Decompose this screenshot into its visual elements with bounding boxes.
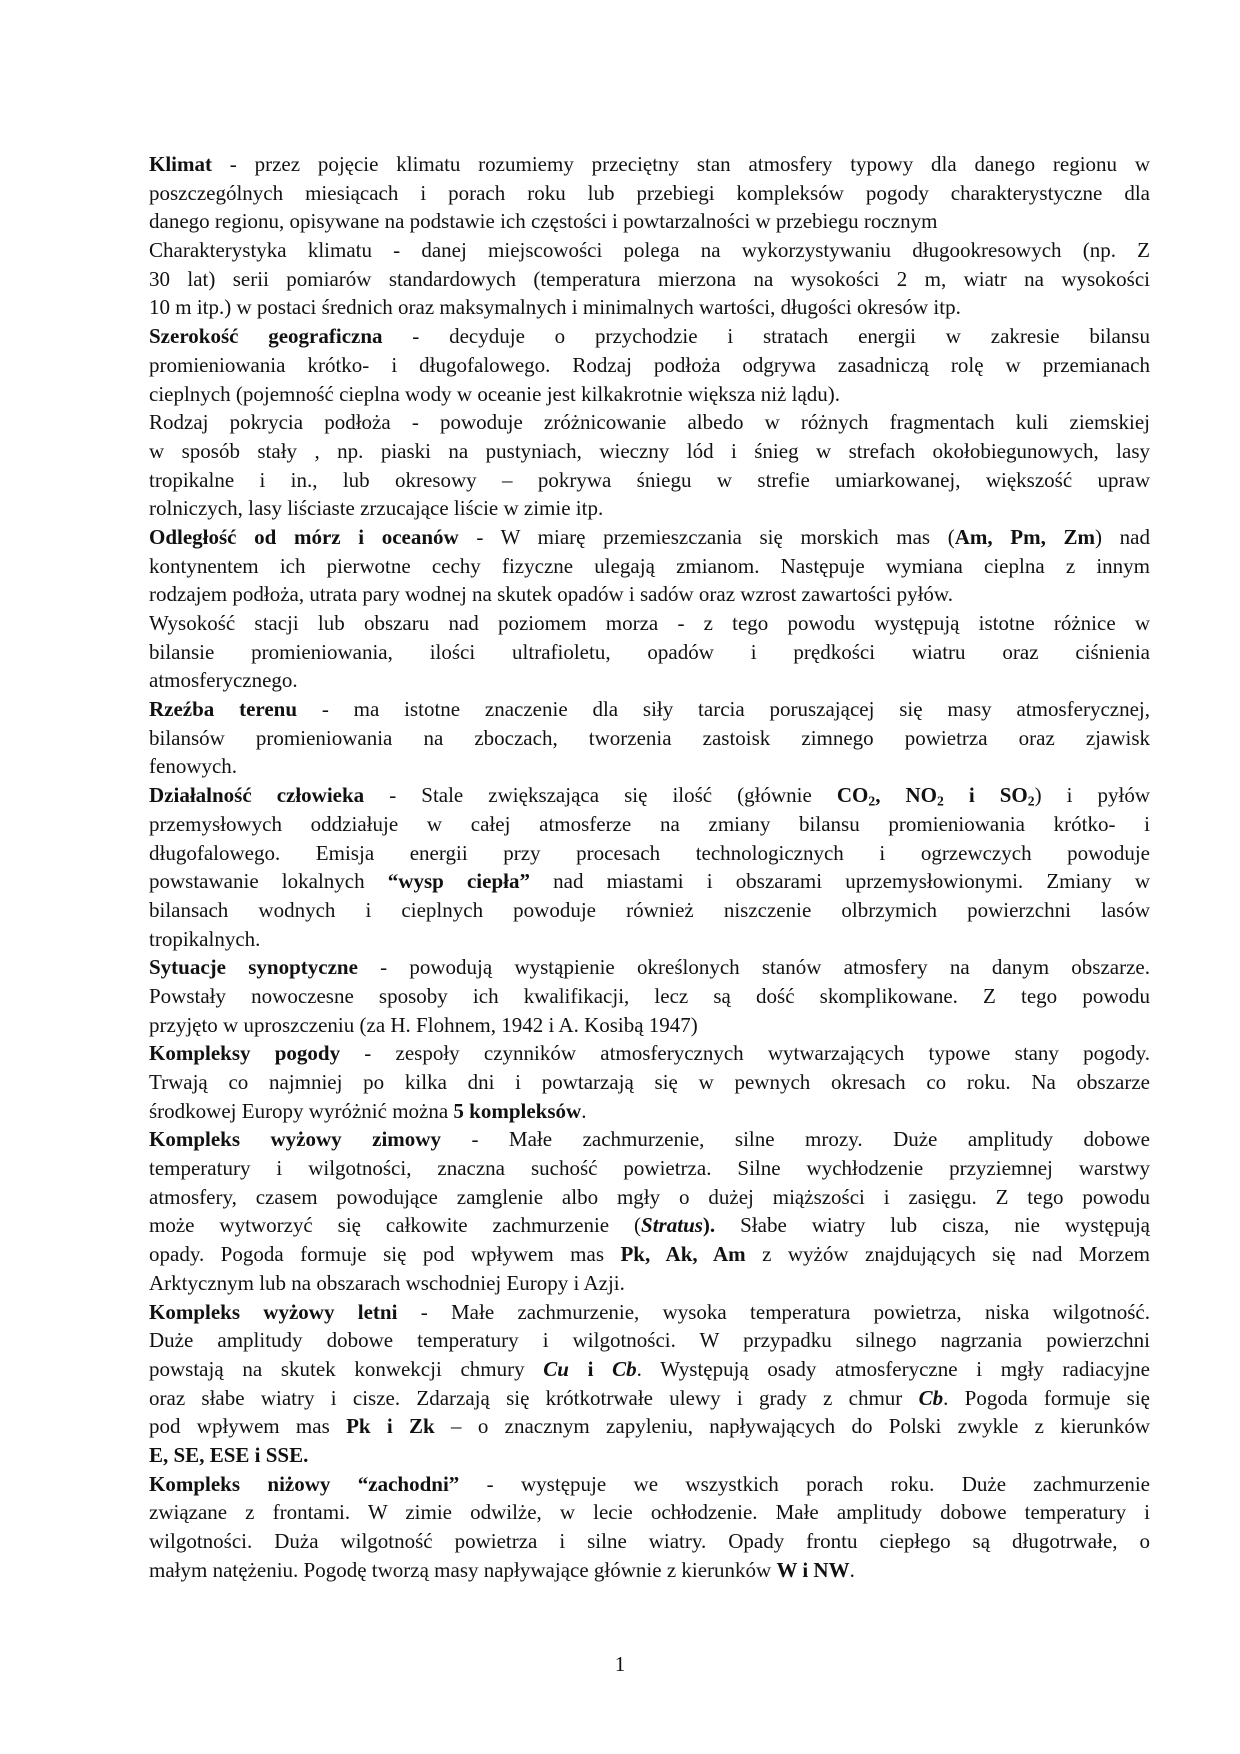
bold-term: i bbox=[568, 1356, 613, 1381]
text-run: - decyduje o przychodzie i stratach energii w zakresie bilansu bbox=[382, 324, 1150, 349]
text-run: powstają na skutek konwekcji chmury bbox=[149, 1356, 544, 1381]
text-line bbox=[149, 351, 1150, 380]
text-line bbox=[149, 179, 1150, 208]
text-run: wilgotności. Duża wilgotność powietrza i silne wiatry. Opady frontu ciepłego są długotrwałe, o bbox=[149, 1529, 1150, 1553]
text-run: nad miastami i obszarami uprzemysłowionymi. Zmiany w bbox=[529, 869, 1150, 894]
text-line bbox=[149, 666, 1150, 695]
text-line bbox=[149, 724, 1150, 753]
paragraph bbox=[149, 322, 1150, 408]
bold-term: Pk i Zk bbox=[346, 1414, 435, 1439]
text-run: oraz słabe wiatry i cisze. Zdarzają się krótkotrwałe ulewy i grady z chmur bbox=[149, 1385, 919, 1410]
text-line bbox=[149, 293, 1150, 322]
bold-term: ). bbox=[702, 1213, 716, 1238]
text-line bbox=[149, 580, 1150, 609]
text-run: tropikalnych. bbox=[149, 926, 261, 951]
text-line bbox=[149, 1011, 1150, 1040]
bold-term: Stratus bbox=[641, 1213, 703, 1238]
bold-term: Klimat bbox=[149, 152, 212, 176]
text-run: ) nad bbox=[1095, 524, 1150, 549]
bold-term: Am, Pm, Zm bbox=[954, 524, 1096, 549]
document-body bbox=[149, 150, 1150, 1584]
paragraph bbox=[149, 695, 1150, 781]
text-line bbox=[149, 1498, 1150, 1527]
text-line bbox=[149, 1441, 1150, 1470]
text-run: poszczególnych miesiącach i porach roku lub przebiegi kompleksów pogody charakterystyczne dla bbox=[149, 180, 1150, 205]
paragraph bbox=[149, 1039, 1150, 1125]
text-line bbox=[149, 1355, 1150, 1384]
text-run: danego regionu, opisywane na podstawie ich częstości i powtarzalności w przebiegu rocznym bbox=[149, 209, 938, 234]
text-run: Charakterystyka klimatu - danej miejscowości polega na wykorzystywaniu długookresowych (np. Z bbox=[149, 238, 1150, 263]
text-run: Powstały nowoczesne sposoby ich kwalifikacji, lecz są dość skomplikowane. Z tego powodu bbox=[149, 983, 1150, 1008]
subscript: 2 bbox=[1027, 793, 1035, 809]
text-line bbox=[149, 982, 1150, 1011]
bold-term: Kompleks wyżowy letni bbox=[149, 1299, 398, 1324]
text-line bbox=[149, 1470, 1150, 1499]
text-run: małym natężeniu. Pogodę tworzą masy napływające głównie z kierunków bbox=[149, 1557, 777, 1582]
bold-term: “wysp ciepła” bbox=[387, 869, 530, 894]
text-run: Duże amplitudy dobowe temperatury i wilgotności. W przypadku silnego nagrzania powierzchni bbox=[149, 1328, 1150, 1353]
text-run: temperatury i wilgotności, znaczna suchość powietrza. Silne wychłodzenie przyziemnej warstwy bbox=[149, 1156, 1150, 1181]
text-run: - przez pojęcie klimatu rozumiemy przeciętny stan atmosfery typowy dla danego regionu w bbox=[212, 152, 1150, 176]
text-run: - występuje we wszystkich porach roku. Duże zachmurzenie bbox=[459, 1471, 1150, 1496]
text-run: kontynentem ich pierwotne cechy fizyczne ulegają zmianom. Następuje wymiana cieplna z innym bbox=[149, 553, 1150, 578]
text-run: 10 m itp.) w postaci średnich oraz maksymalnych i minimalnych wartości, długości okresów itp. bbox=[149, 295, 961, 320]
text-line bbox=[149, 1154, 1150, 1183]
text-line bbox=[149, 925, 1150, 954]
bold-term: CO bbox=[836, 783, 869, 808]
text-line bbox=[149, 839, 1150, 868]
bold-term: Cu bbox=[543, 1356, 569, 1381]
text-line bbox=[149, 380, 1150, 409]
text-line bbox=[149, 695, 1150, 724]
paragraph bbox=[149, 1298, 1150, 1470]
text-line bbox=[149, 1298, 1150, 1327]
bold-term: , NO bbox=[875, 783, 937, 808]
text-line bbox=[149, 150, 1150, 179]
subscript: 2 bbox=[937, 793, 944, 809]
text-line bbox=[149, 437, 1150, 466]
text-run: Słabe wiatry lub cisza, nie występują bbox=[715, 1213, 1150, 1238]
text-line bbox=[149, 265, 1150, 294]
text-run: przyjęto w uproszczeniu (za H. Flohnem, 1942 i A. Kosibą 1947) bbox=[149, 1012, 698, 1037]
bold-term: Cb bbox=[918, 1385, 944, 1410]
bold-term: Działalność człowieka bbox=[149, 783, 365, 808]
text-run: przemysłowych oddziałuje w całej atmosferze na zmiany bilansu promieniowania krótko- i bbox=[149, 811, 1150, 836]
text-run: związane z frontami. W zimie odwilże, w lecie ochłodzenie. Małe amplitudy dobowe temperatury i bbox=[149, 1500, 1150, 1525]
text-run: bilansach wodnych i cieplnych powoduje również niszczenie olbrzymich powierzchni lasów bbox=[149, 897, 1150, 922]
text-line bbox=[149, 1240, 1150, 1269]
text-run: . bbox=[581, 1098, 587, 1123]
text-line bbox=[149, 322, 1150, 351]
bold-term: 5 kompleksów bbox=[453, 1098, 582, 1123]
paragraph bbox=[149, 150, 1150, 236]
text-line bbox=[149, 1211, 1150, 1240]
text-line bbox=[149, 1412, 1150, 1441]
bold-term: Rzeźba terenu bbox=[149, 697, 298, 722]
text-run: pod wpływem mas bbox=[149, 1414, 347, 1439]
text-run: 30 lat) serii pomiarów standardowych (temperatura mierzona na wysokości 2 m, wiatr na wysokości bbox=[149, 266, 1150, 291]
text-run: atmosfery, czasem powodujące zamglenie albo mgły o dużej miąższości i zasięgu. Z tego powodu bbox=[149, 1184, 1150, 1209]
text-run: Arktycznym lub na obszarach wschodniej Europy i Azji. bbox=[149, 1270, 625, 1295]
bold-term: i SO bbox=[943, 783, 1028, 808]
bold-term: W i NW bbox=[776, 1557, 850, 1582]
text-run: rolniczych, lasy liściaste zrzucające liście w zimie itp. bbox=[149, 496, 604, 521]
text-run: bilansów promieniowania na zboczach, tworzenia zastoisk zimnego powietrza oraz zjawisk bbox=[149, 725, 1150, 750]
text-run: może wytworzyć się całkowite zachmurzenie ( bbox=[149, 1213, 642, 1238]
text-line bbox=[149, 1326, 1150, 1355]
text-line bbox=[149, 207, 1150, 236]
text-run: fenowych. bbox=[149, 754, 238, 779]
bold-term: E, SE, ESE i SSE. bbox=[149, 1442, 309, 1467]
text-line bbox=[149, 752, 1150, 781]
text-run: . bbox=[849, 1557, 855, 1582]
page-number: 1 bbox=[614, 1652, 626, 1676]
text-line bbox=[149, 1097, 1150, 1126]
text-run: - ma istotne znaczenie dla siły tarcia poruszającej się masy atmosferycznej, bbox=[297, 697, 1150, 722]
text-run: długofalowego. Emisja energii przy procesach technologicznych i ogrzewczych powoduje bbox=[149, 840, 1150, 865]
text-run: ) i pyłów bbox=[1034, 783, 1151, 808]
text-run: z wyżów znajdujących się nad Morzem bbox=[745, 1242, 1150, 1267]
text-line bbox=[149, 1556, 1150, 1585]
text-line bbox=[149, 896, 1150, 925]
text-line bbox=[149, 638, 1150, 667]
bold-term: Pk, Ak, Am bbox=[620, 1242, 746, 1267]
paragraph bbox=[149, 408, 1150, 523]
text-run: Trwają co najmniej po kilka dni i powtarzają się w pewnych okresach co roku. Na obszarze bbox=[149, 1070, 1150, 1094]
text-run: - zespoły czynników atmosferycznych wytwarzających typowe stany pogody. bbox=[340, 1041, 1150, 1066]
text-run: w sposób stały , np. piaski na pustyniach, wieczny lód i śnieg w strefach okołobiegunowych, lasy bbox=[149, 438, 1150, 463]
subscript: 2 bbox=[868, 793, 876, 809]
text-line bbox=[149, 236, 1150, 265]
text-line bbox=[149, 466, 1150, 495]
paragraph bbox=[149, 1125, 1150, 1297]
text-line bbox=[149, 867, 1150, 896]
paragraph bbox=[149, 781, 1150, 953]
bold-term: Kompleksy pogody bbox=[149, 1041, 341, 1066]
text-line bbox=[149, 1384, 1150, 1413]
bold-term: Sytuacje synoptyczne bbox=[149, 955, 358, 980]
text-line bbox=[149, 552, 1150, 581]
text-run: opady. Pogoda formuje się pod wpływem mas bbox=[149, 1242, 621, 1267]
text-run: – o znacznym zapyleniu, napływających do Polski zwykle z kierunków bbox=[434, 1414, 1151, 1439]
text-run: - Małe zachmurzenie, wysoka temperatura powietrza, niska wilgotność. bbox=[397, 1299, 1150, 1324]
text-run: Wysokość stacji lub obszaru nad poziomem morza - z tego powodu występują istotne różnice w bbox=[149, 611, 1150, 635]
text-line bbox=[149, 494, 1150, 523]
paragraph bbox=[149, 1470, 1150, 1585]
paragraph bbox=[149, 609, 1150, 695]
text-run: środkowej Europy wyróżnić można bbox=[149, 1098, 454, 1123]
text-run: - powodują wystąpienie określonych stanów atmosfery na danym obszarze. bbox=[357, 955, 1150, 980]
text-run: - Małe zachmurzenie, silne mrozy. Duże amplitudy dobowe bbox=[440, 1127, 1150, 1152]
paragraph bbox=[149, 523, 1150, 609]
text-run: powstawanie lokalnych bbox=[149, 869, 388, 894]
text-line bbox=[149, 781, 1150, 810]
text-line bbox=[149, 1125, 1150, 1154]
text-line bbox=[149, 523, 1150, 552]
text-line bbox=[149, 953, 1150, 982]
text-line bbox=[149, 1039, 1150, 1068]
text-run: Rodzaj pokrycia podłoża - powoduje zróżnicowanie albedo w różnych fragmentach kuli ziemskiej bbox=[149, 410, 1150, 435]
text-run: tropikalne i in., lub okresowy – pokrywa śniegu w strefie umiarkowanej, większość upraw bbox=[149, 467, 1150, 492]
text-run: . Występują osady atmosferyczne i mgły radiacyjne bbox=[636, 1356, 1150, 1381]
text-run: promieniowania krótko- i długofalowego. Rodzaj podłoża odgrywa zasadniczą rolę w przemianach bbox=[149, 352, 1150, 377]
bold-term: Kompleks niżowy “zachodni” bbox=[149, 1471, 460, 1496]
text-run: rodzajem podłoża, utrata pary wodnej na skutek opadów i sadów oraz wzrost zawartości pyłów. bbox=[149, 582, 953, 607]
text-run: bilansie promieniowania, ilości ultrafioletu, opadów i prędkości wiatru oraz ciśnienia bbox=[149, 639, 1150, 664]
text-run: - Stale zwiększająca się ilość (głównie bbox=[364, 783, 837, 808]
bold-term: Odległość od mórz i oceanów bbox=[149, 524, 459, 549]
bold-term: Szerokość geograficzna bbox=[149, 324, 383, 349]
text-run: atmosferycznego. bbox=[149, 668, 298, 693]
text-line bbox=[149, 609, 1150, 638]
text-run: - W miarę przemieszczania się morskich mas ( bbox=[458, 524, 955, 549]
paragraph bbox=[149, 236, 1150, 322]
text-line bbox=[149, 1527, 1150, 1556]
text-run: cieplnych (pojemność cieplna wody w oceanie jest kilkakrotnie większa niż lądu). bbox=[149, 381, 841, 406]
bold-term: Cb bbox=[612, 1356, 637, 1381]
text-run: . Pogoda formuje się bbox=[943, 1385, 1150, 1410]
text-line bbox=[149, 810, 1150, 839]
text-line bbox=[149, 1183, 1150, 1212]
text-line bbox=[149, 1269, 1150, 1298]
bold-term: Kompleks wyżowy zimowy bbox=[149, 1127, 441, 1152]
text-line bbox=[149, 1068, 1150, 1097]
paragraph bbox=[149, 953, 1150, 1039]
text-line bbox=[149, 408, 1150, 437]
